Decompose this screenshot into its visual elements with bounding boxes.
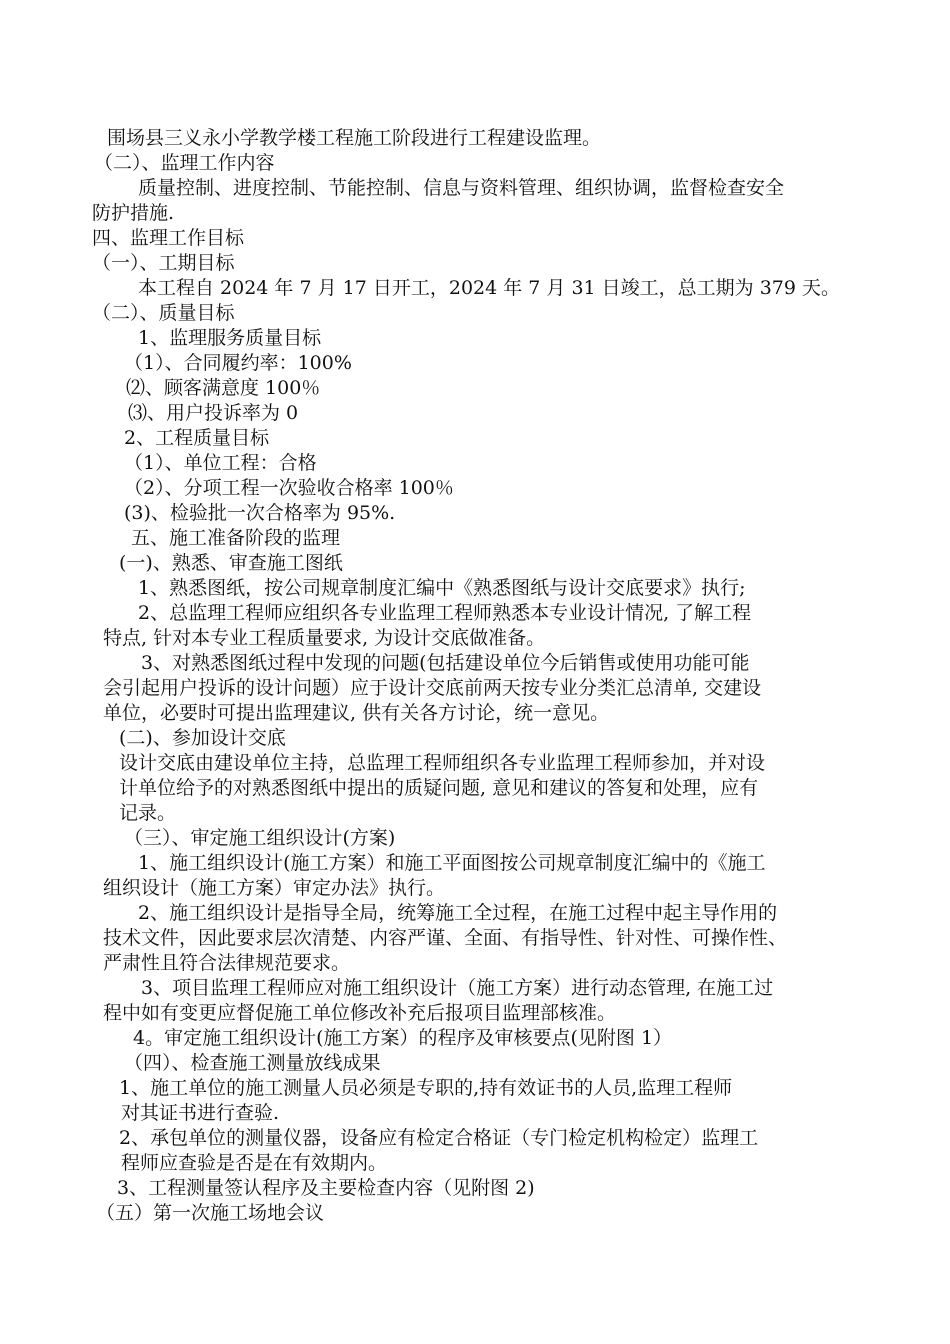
text-line: 记录。: [119, 802, 177, 824]
text-line: 对其证书进行查验.: [121, 1102, 280, 1124]
text-line: 3、项目监理工程师应对施工组织设计（施工方案）进行动态管理, 在施工过: [141, 977, 774, 999]
text-line: 4。审定施工组织设计(施工方案）的程序及审核要点(见附图 1）: [133, 1027, 673, 1049]
text-line: 1、监理服务质量目标: [138, 327, 322, 349]
section-heading: (二)、参加设计交底: [119, 727, 286, 749]
section-heading: （五）第一次施工场地会议: [96, 1202, 325, 1224]
text-line: 特点, 针对本专业工程质量要求, 为设计交底做准备。: [103, 627, 546, 649]
text-line: 单位，必要时可提出监理建议, 供有关各方讨论，统一意见。: [103, 702, 610, 724]
text-line: 2、总监理工程师应组织各专业监理工程师熟悉本专业设计情况, 了解工程: [138, 602, 752, 624]
text-line: 2、承包单位的测量仪器，设备应有检定合格证（专门检定机构检定）监理工: [119, 1127, 759, 1149]
text-line: 质量控制、进度控制、节能控制、信息与资料管理、组织协调，监督检查安全: [138, 177, 785, 199]
text-line: 设计交底由建设单位主持，总监理工程师组织各专业监理工程师参加，并对设: [119, 752, 766, 774]
section-heading: 五、施工准备阶段的监理: [131, 527, 341, 549]
text-line: 3、工程测量签认程序及主要检查内容（见附图 2): [117, 1177, 535, 1199]
section-heading: （四）、检查施工测量放线成果: [124, 1052, 381, 1074]
text-line: 会引起用户投诉的设计问题）应于设计交底前两天按专业分类汇总清单, 交建设: [103, 677, 762, 699]
text-line: 2、施工组织设计是指导全局，统筹施工全过程，在施工过程中起主导作用的: [138, 902, 778, 924]
section-heading: （二）、监理工作内容: [94, 152, 275, 174]
text-line: 程中如有变更应督促施工单位修改补充后报项目监理部核准。: [103, 1002, 617, 1024]
text-line: (3)、检验批一次合格率为 95%.: [124, 502, 396, 524]
text-line: （2）、分项工程一次验收合格率 100％: [124, 477, 454, 499]
text-line: ⑶、用户投诉率为 0: [128, 402, 299, 424]
text-line: 技术文件，因此要求层次清楚、内容严谨、全面、有指导性、针对性、可操作性、: [103, 927, 788, 949]
section-heading: 四、监理工作目标: [92, 227, 245, 249]
text-line: 1、施工单位的施工测量人员必须是专职的,持有效证书的人员,监理工程师: [119, 1077, 733, 1099]
text-line: 1、熟悉图纸，按公司规章制度汇编中《熟悉图纸与设计交底要求》执行;: [138, 577, 746, 599]
section-heading: （三）、审定施工组织设计(方案): [124, 827, 396, 849]
text-line: 严肃性且符合法律规范要求。: [103, 952, 351, 974]
section-heading: （二）、质量目标: [92, 302, 235, 324]
text-line: 3、对熟悉图纸过程中发现的问题(包括建设单位今后销售或使用功能可能: [141, 652, 750, 674]
text-line: 本工程自 2024 年 7 月 17 日开工，2024 年 7 月 31 日竣工，总工期为 379 天。: [138, 277, 841, 299]
text-line: 1、施工组织设计(施工方案）和施工平面图按公司规章制度汇编中的《施工: [138, 852, 766, 874]
text-line: （1）、单位工程：合格: [124, 452, 317, 474]
text-line: 计单位给予的对熟悉图纸中提出的质疑问题, 意见和建议的答复和处理，应有: [119, 777, 759, 799]
section-heading: （一）、工期目标: [92, 252, 235, 274]
text-line: 2、工程质量目标: [124, 427, 270, 449]
text-line: 围场县三义永小学教学楼工程施工阶段进行工程建设监理。: [107, 127, 602, 149]
text-line: ⑵、顾客满意度 100％: [126, 377, 321, 399]
section-heading: (一)、熟悉、审查施工图纸: [119, 552, 343, 574]
text-line: 组织设计（施工方案）审定办法》执行。: [103, 877, 446, 899]
text-line: 程师应查验是否是在有效期内。: [121, 1152, 388, 1174]
text-line: 防护措施.: [92, 202, 175, 224]
text-line: （1）、合同履约率：100%: [124, 352, 352, 374]
